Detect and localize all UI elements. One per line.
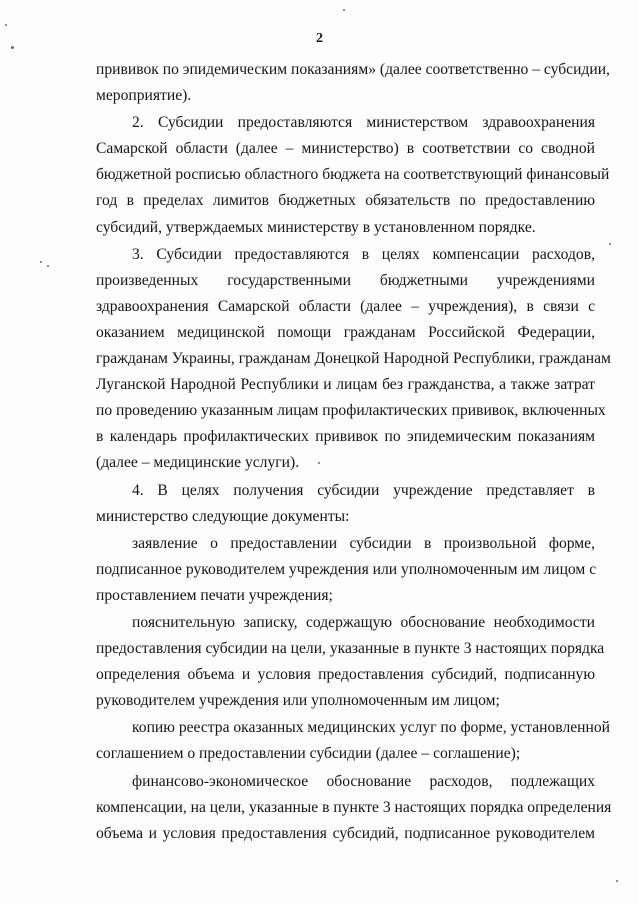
scan-speck	[5, 24, 7, 26]
text-line: бюджетной росписью областного бюджета на соответствующий финансовый	[96, 166, 610, 184]
text-line: предоставления субсидии на цели, указанные в пункте 3 настоящих порядка	[96, 640, 605, 658]
text-line: год в пределах лимитов бюджетных обязательств по предоставлению	[96, 192, 595, 210]
text-line: в календарь профилактических прививок по эпидемическим показаниям	[96, 428, 595, 446]
text-line: министерство следующие документы:	[96, 507, 350, 525]
scan-speck	[609, 243, 611, 245]
text-line: Луганской Народной Республики и лицам без гражданства, а также затрат	[96, 376, 595, 394]
text-line: соглашением о предоставлении субсидии (далее – соглашение);	[96, 745, 521, 763]
text-line: подписанное руководителем учреждения или уполномоченным им лицом с	[96, 560, 597, 578]
text-line: оказанием медицинской помощи гражданам Российской Федерации,	[96, 323, 595, 341]
scan-speck	[40, 261, 42, 263]
list-item-registry-copy: копию реестра оказанных медицинских услуг по форме, установленной	[132, 719, 610, 737]
text-line: объема и условия предоставления субсидий, подписанное руководителем	[96, 824, 595, 842]
text-line: определения объема и условия предоставления субсидий, подписанную	[96, 666, 595, 684]
list-item-explanatory-note: пояснительную записку, содержащую обоснование необходимости	[132, 613, 595, 631]
scan-speck	[318, 462, 320, 464]
text-line: произведенных государственными бюджетными учреждениями	[96, 271, 595, 289]
paragraph-4-line: 4. В целях получения субсидии учреждение представляет в	[132, 481, 595, 499]
text-line: прививок по эпидемическим показаниям» (далее соответственно – субсидии,	[96, 61, 610, 78]
text-line: по проведению указанным лицам профилактических прививок, включенных	[96, 402, 606, 420]
scan-speck	[11, 46, 14, 49]
scan-speck	[47, 265, 49, 267]
text-line: руководителем учреждения или уполномоченным им лицом;	[96, 692, 500, 710]
document-body	[96, 57, 612, 847]
paragraph-3-line: 3. Субсидии предоставляются в целях компенсации расходов,	[132, 245, 595, 263]
scan-speck	[616, 880, 618, 882]
text-line: гражданам Украины, гражданам Донецкой Народной Республики, гражданам	[96, 350, 611, 368]
paragraph-2-line: 2. Субсидии предоставляются министерством здравоохранения	[132, 114, 595, 132]
scan-speck	[343, 9, 345, 11]
list-item-application: заявление о предоставлении субсидии в произвольной форме,	[132, 534, 595, 552]
text-line: (далее – медицинские услуги).	[96, 454, 300, 472]
text-line: здравоохранения Самарской области (далее – учреждения), в связи с	[96, 297, 595, 315]
text-line: проставлением печати учреждения;	[96, 586, 333, 604]
page-number: 2	[316, 31, 323, 46]
text-line: мероприятие).	[96, 87, 192, 105]
text-line: субсидий, утверждаемых министерству в установленном порядке.	[96, 218, 536, 236]
list-item-financial-justification: финансово-экономическое обоснование расходов, подлежащих	[132, 772, 595, 790]
text-line: компенсации, на цели, указанные в пункте 3 настоящих порядка определения	[96, 798, 612, 816]
text-line: Самарской области (далее – министерство) в соответствии со сводной	[96, 140, 595, 158]
